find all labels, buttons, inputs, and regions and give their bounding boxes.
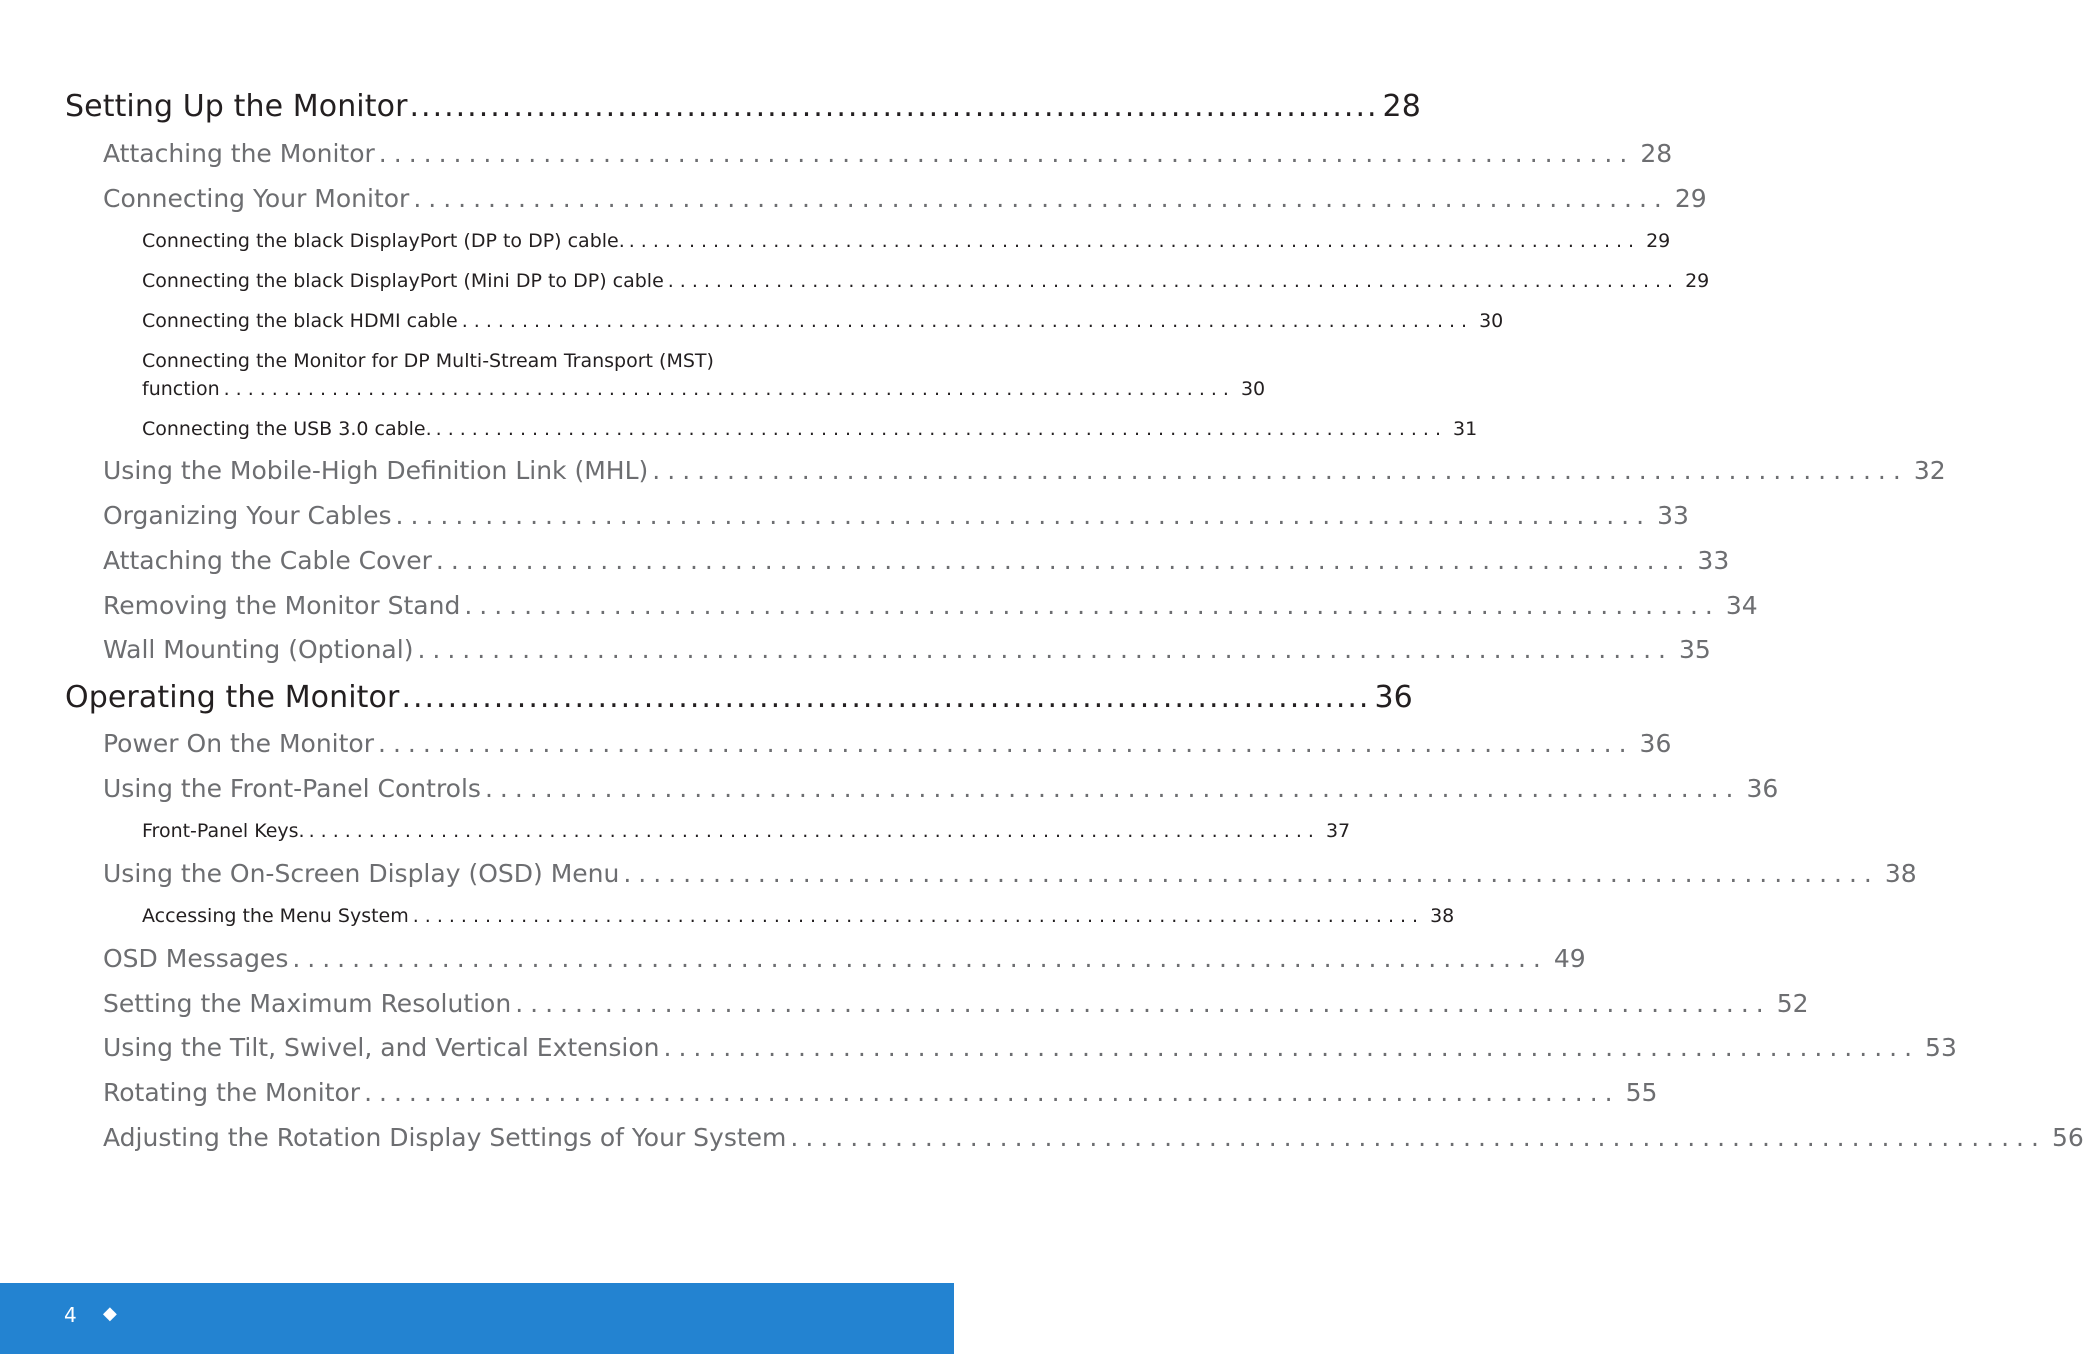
dot-leader: .................................................................................... [401, 680, 1371, 715]
toc-entry-page: 29 [1674, 184, 1707, 213]
dot-leader: .................................................................................... [364, 1078, 1620, 1107]
toc-entry-hdmi-cable[interactable] [142, 310, 1504, 332]
dot-leader: .................................................................................... [435, 546, 1692, 575]
toc-entry-page: 55 [1625, 1078, 1658, 1107]
toc-entry-page: 52 [1776, 989, 1809, 1018]
toc-entry-page: 28 [1382, 89, 1421, 124]
toc-entry-page: 36 [1374, 680, 1413, 715]
toc-entry-page: 34 [1725, 591, 1758, 620]
dot-leader: .................................................................................... [292, 944, 1548, 973]
toc-entry-title: Attaching the Monitor [103, 139, 375, 168]
toc-entry-page: 30 [1479, 310, 1504, 332]
toc-entry-title: Setting the Maximum Resolution [103, 989, 512, 1018]
toc-entry-title: Connecting the black DisplayPort (Mini DP to DP) cable [142, 270, 664, 292]
toc-entry-page: 38 [1430, 905, 1455, 927]
dot-leader: .................................................................................... [623, 859, 1879, 888]
toc-entry-title: Setting Up the Monitor [65, 89, 408, 124]
toc-entry-mhl[interactable] [103, 456, 1946, 485]
dot-leader: .................................................................................... [484, 774, 1741, 803]
toc-entry-page: 53 [1925, 1033, 1957, 1062]
toc-entry-title: Connecting the USB 3.0 cable. [142, 418, 432, 440]
dot-leader: .................................................................................... [412, 905, 1425, 927]
dot-leader: .................................................................................... [515, 989, 1771, 1018]
toc-entry-title: Connecting the black HDMI cable [142, 310, 458, 332]
toc-entry-front-panel-keys[interactable] [142, 820, 1351, 842]
toc-entry-page: 37 [1325, 820, 1351, 842]
dot-leader: .................................................................................... [663, 1033, 1920, 1062]
toc-entry-mst-function[interactable] [142, 350, 1266, 400]
toc-entry-title: Using the Mobile-High Definition Link (MHL) [103, 456, 649, 485]
toc-entry-usb-cable[interactable] [142, 418, 1478, 440]
dot-leader: .................................................................................... [223, 378, 1235, 400]
dot-leader: .................................................................................... [652, 456, 1908, 485]
toc-entry-title-line1: Connecting the Monitor for DP Multi-Stream Transport (MST) [142, 350, 714, 372]
toc-entry-title: Front-Panel Keys. [142, 820, 305, 842]
dot-leader: .................................................................................... [464, 591, 1720, 620]
toc-entry-rotating-monitor[interactable] [103, 1078, 1658, 1107]
toc-entry-page: 49 [1553, 944, 1586, 973]
dot-leader: .................................................................................... [417, 635, 1673, 664]
toc-entry-title: Using the Front-Panel Controls [103, 774, 481, 803]
toc-entry-page: 36 [1639, 729, 1672, 758]
toc-entry-tilt-swivel[interactable] [103, 1033, 1957, 1062]
toc-entry-page: 35 [1678, 635, 1711, 664]
dot-leader: .................................................................................... [395, 501, 1652, 530]
toc-entry-osd-messages[interactable] [103, 944, 1586, 973]
toc-entry-title: Using the On-Screen Display (OSD) Menu [103, 859, 620, 888]
toc-entry-title-line2: function [142, 378, 220, 400]
dot-leader: .................................................................................... [435, 418, 1447, 440]
toc-entry-connecting-your-monitor[interactable] [103, 184, 1707, 213]
toc-entry-mini-dp-to-dp-cable[interactable] [142, 270, 1710, 292]
toc-entry-page: 36 [1746, 774, 1779, 803]
toc-entry-title: Power On the Monitor [103, 729, 375, 758]
dot-leader: .................................................................................... [308, 820, 1320, 842]
toc-entry-title: Connecting the black DisplayPort (DP to DP) cable. [142, 230, 625, 252]
diamond-icon: ◆ [103, 1303, 117, 1324]
toc-entry-title: Operating the Monitor [65, 680, 400, 715]
dot-leader: .................................................................................... [413, 184, 1669, 213]
toc-entry-setting-up-the-monitor[interactable] [65, 89, 1421, 124]
toc-entry-page: 33 [1697, 546, 1730, 575]
toc-entry-organizing-cables[interactable] [103, 501, 1689, 530]
toc-entry-attaching-the-monitor[interactable] [103, 139, 1673, 168]
toc-entry-title: Adjusting the Rotation Display Settings of Your System [103, 1123, 787, 1152]
toc-entry-title: Organizing Your Cables [103, 501, 392, 530]
footer-bar [0, 1283, 954, 1354]
toc-entry-title: Accessing the Menu System [142, 905, 409, 927]
toc-entry-title: Using the Tilt, Swivel, and Vertical Extension [103, 1033, 660, 1062]
toc-entry-title: Removing the Monitor Stand [103, 591, 461, 620]
toc-entry-osd-menu[interactable] [103, 859, 1917, 888]
toc-entry-rotation-display-settings[interactable] [103, 1123, 2084, 1152]
toc-entry-page: 56 [2051, 1123, 2084, 1152]
toc-entry-dp-to-dp-cable[interactable] [142, 230, 1671, 252]
toc-entry-page: 31 [1453, 418, 1478, 440]
dot-leader: .................................................................................... [378, 139, 1635, 168]
dot-leader: .................................................................................... [461, 310, 1474, 332]
toc-entry-page: 30 [1240, 378, 1266, 400]
toc-entry-accessing-menu-system[interactable] [142, 905, 1455, 927]
toc-entry-page: 38 [1884, 859, 1917, 888]
dot-leader: .................................................................................... [628, 230, 1641, 252]
toc-entry-operating-the-monitor[interactable] [65, 680, 1413, 715]
toc-entry-line2 [142, 378, 1266, 400]
toc-entry-page: 28 [1640, 139, 1673, 168]
toc-entry-title: Rotating the Monitor [103, 1078, 361, 1107]
dot-leader: .................................................................................... [667, 270, 1680, 292]
page-number: 4 [64, 1303, 77, 1327]
dot-leader: .................................................................................... [409, 89, 1379, 124]
toc-entry-removing-stand[interactable] [103, 591, 1758, 620]
toc-entry-title: Wall Mounting (Optional) [103, 635, 414, 664]
toc-entry-maximum-resolution[interactable] [103, 989, 1809, 1018]
dot-leader: .................................................................................... [790, 1123, 2046, 1152]
toc-entry-page: 29 [1646, 230, 1671, 252]
toc-entry-front-panel-controls[interactable] [103, 774, 1779, 803]
toc-entry-page: 33 [1657, 501, 1689, 530]
toc-entry-title: Connecting Your Monitor [103, 184, 410, 213]
toc-entry-title: OSD Messages [103, 944, 289, 973]
toc-entry-cable-cover[interactable] [103, 546, 1730, 575]
toc-entry-wall-mounting[interactable] [103, 635, 1711, 664]
toc-entry-power-on[interactable] [103, 729, 1672, 758]
toc-entry-page: 29 [1685, 270, 1710, 292]
toc-entry-page: 32 [1913, 456, 1946, 485]
dot-leader: .................................................................................... [378, 729, 1634, 758]
toc-entry-title: Attaching the Cable Cover [103, 546, 432, 575]
